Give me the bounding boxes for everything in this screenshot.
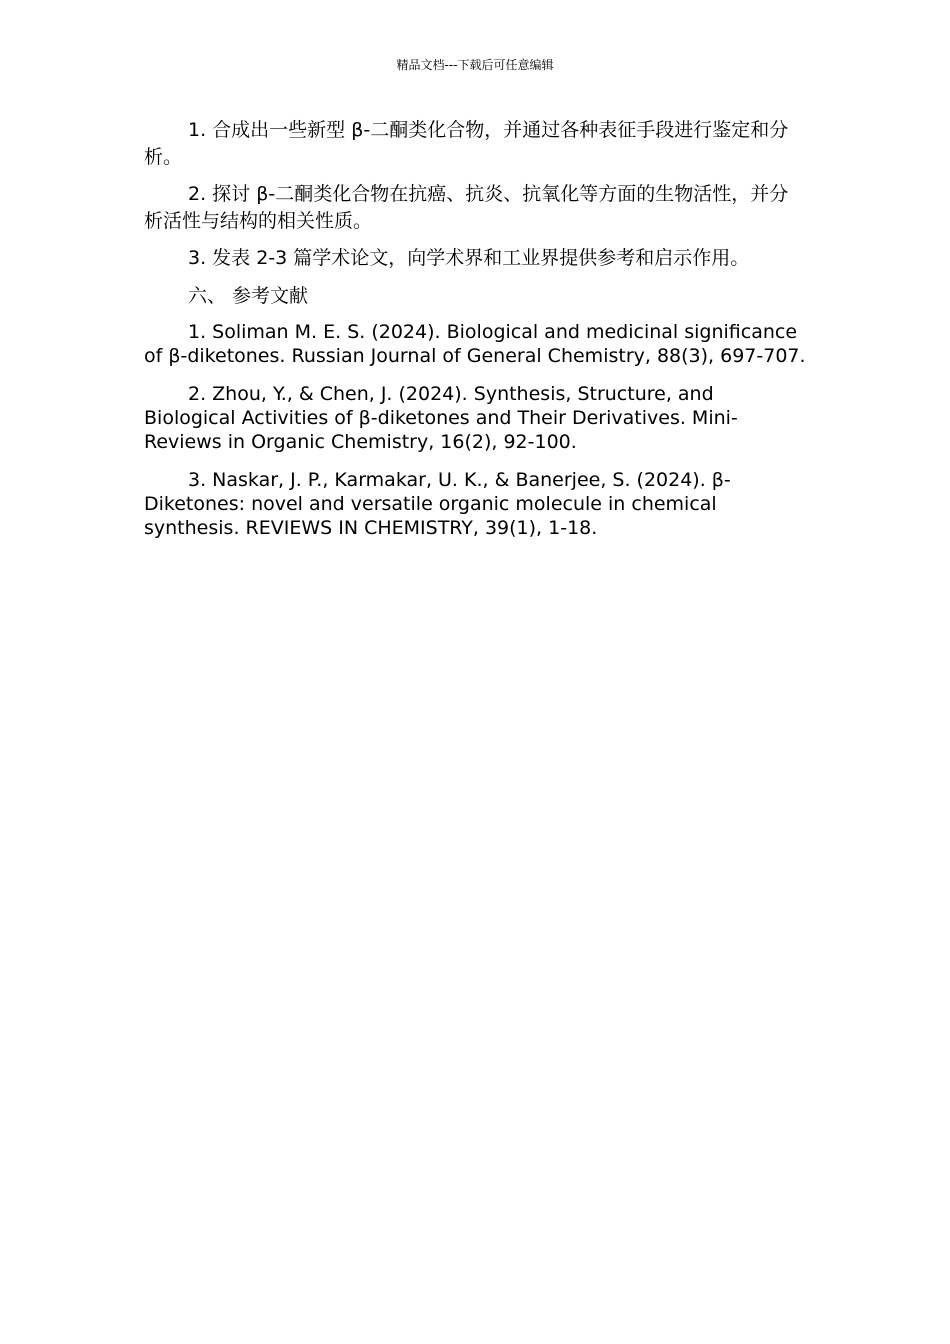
goal-item-3: 3. 发表 2-3 篇学术论文，向学术界和工业界提供参考和启示作用。 — [188, 247, 750, 269]
reference-item-3: 3. Naskar, J. P., Karmakar, U. K., & Banerjee, S. (2024). β-Diketones: novel and versatile organic molecule in chemical synthesis. REVIEWS IN CHEMISTRY, 39(1), 1-18. — [144, 469, 731, 539]
section-heading-references: 六、 参考文献 — [188, 285, 309, 307]
reference-item-1: 1. Soliman M. E. S. (2024). Biological and medicinal significance of β-diketones. Russian Journal of General Chemistry, 88(3), 697-707. — [144, 321, 806, 367]
goal-item-2: 2. 探讨 β-二酮类化合物在抗癌、抗炎、抗氧化等方面的生物活性，并分析活性与结构的相关性质。 — [144, 183, 789, 232]
reference-item-2: 2. Zhou, Y., & Chen, J. (2024). Synthesis, Structure, and Biological Activities of β-diketones and Their Derivatives. Mini-Reviews in Organic Chemistry, 16(2), 92-100. — [144, 383, 738, 453]
page-header: 精品文档---下载后可任意编辑 — [396, 58, 554, 72]
goal-item-1: 1. 合成出一些新型 β-二酮类化合物，并通过各种表征手段进行鉴定和分析。 — [144, 119, 789, 168]
document-body — [144, 117, 806, 554]
